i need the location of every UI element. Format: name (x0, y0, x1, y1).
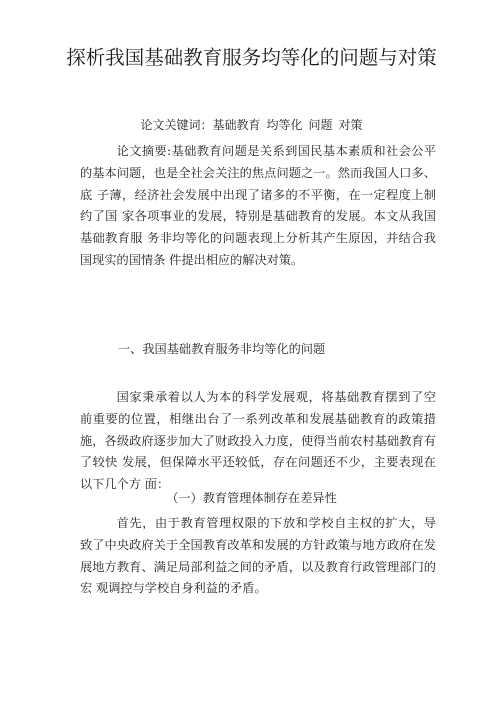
keyword: 问题 (308, 118, 333, 132)
subsection-paragraph: 首先，由于教育管理权限的下放和学校自主权的扩大，导 致了中央政府关于全国教育改革和发展的方针政策与地方政府在发 展地方教育、满足局部利益之间的矛盾，以及教育行政管理部门的宏 观调控与学校自身利益的矛盾。 (80, 516, 436, 596)
keywords-label: 论文关键词： (140, 118, 213, 132)
section-heading: 一、我国基础教育服务非均等化的问题 (118, 342, 326, 356)
abstract-paragraph: 论文摘要:基础教育问题是关系到国民基本素质和社会公平 的基本问题，也是全社会关注的焦点问题之一。然而我国人口多、底 子薄，经济社会发展中出现了诸多的不平衡，在一定程度上制约了国 家各项事业的发展，特别是基础教育的发展。本文从我国基础教育服 务非均等化的问题表现上分析其产生原因，并结合我国现实的国情条 件提出相应的解决对策。 (80, 144, 436, 267)
keyword: 对策 (338, 118, 363, 132)
keyword: 基础教育 (212, 118, 261, 132)
section-paragraph: 国家秉承着以人为本的科学发展观，将基础教育摆到了空 前重要的位置，相继出台了一系列改革和发展基础教育的政策措施，各级政府逐步加大了财政投入力度，使得当前农村基础教育有了较快 发展，但保障水平还较低，存在问题还不少，主要表现在以下几个方 面： (80, 390, 436, 492)
keywords-line (0, 117, 503, 133)
subsection-heading: （一）教育管理体制存在差异性 (166, 491, 337, 505)
keyword: 均等化 (266, 118, 303, 132)
document-title: 探析我国基础教育服务均等化的问题与对策 (66, 46, 437, 69)
